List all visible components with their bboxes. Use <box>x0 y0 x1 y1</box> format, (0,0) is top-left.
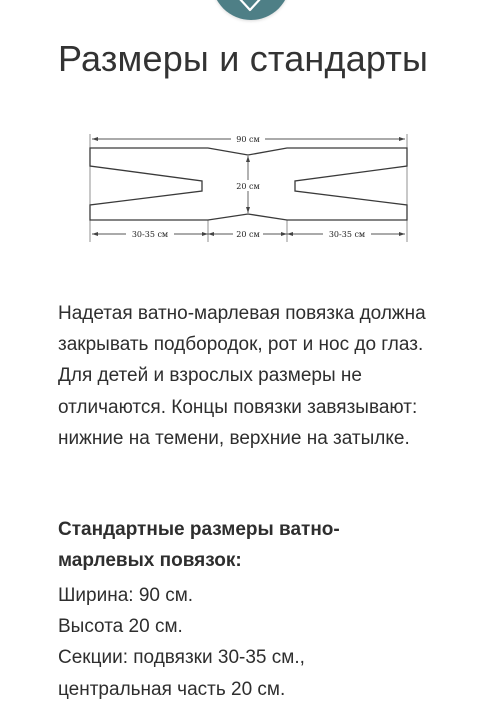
spec-height: Высота 20 см. <box>58 616 183 638</box>
dim-height: 20 см <box>236 182 260 191</box>
spec-list <box>58 580 436 705</box>
dim-top-width: 90 см <box>236 135 260 144</box>
dim-center: 20 см <box>236 230 260 239</box>
spec-heading: Стандартные размеры ватно-марлевых повязок: <box>58 519 340 571</box>
spec-center-part: центральная часть 20 см. <box>58 678 286 700</box>
dim-left-ties: 30-35 см <box>131 230 169 239</box>
spec-sections: Секции: подвязки 30-35 см., <box>58 647 305 669</box>
scroll-top-button[interactable] <box>212 0 290 20</box>
chevron-down-icon <box>236 0 264 14</box>
bandage-drawing <box>82 128 412 244</box>
spec-width: Ширина: 90 см. <box>58 585 194 606</box>
dim-right-ties: 30-35 см <box>328 230 366 239</box>
bandage-diagram <box>82 128 412 244</box>
description-paragraph: Надетая ватно-марлевая повязка должна закрывать подбородок, рот и нос до глаз. Для детей и взрослых размеры не отличаются. Концы повязки завязывают: нижние на темени, верхние на затылке. <box>58 303 426 449</box>
page-title: Размеры и стандарты <box>58 38 429 80</box>
